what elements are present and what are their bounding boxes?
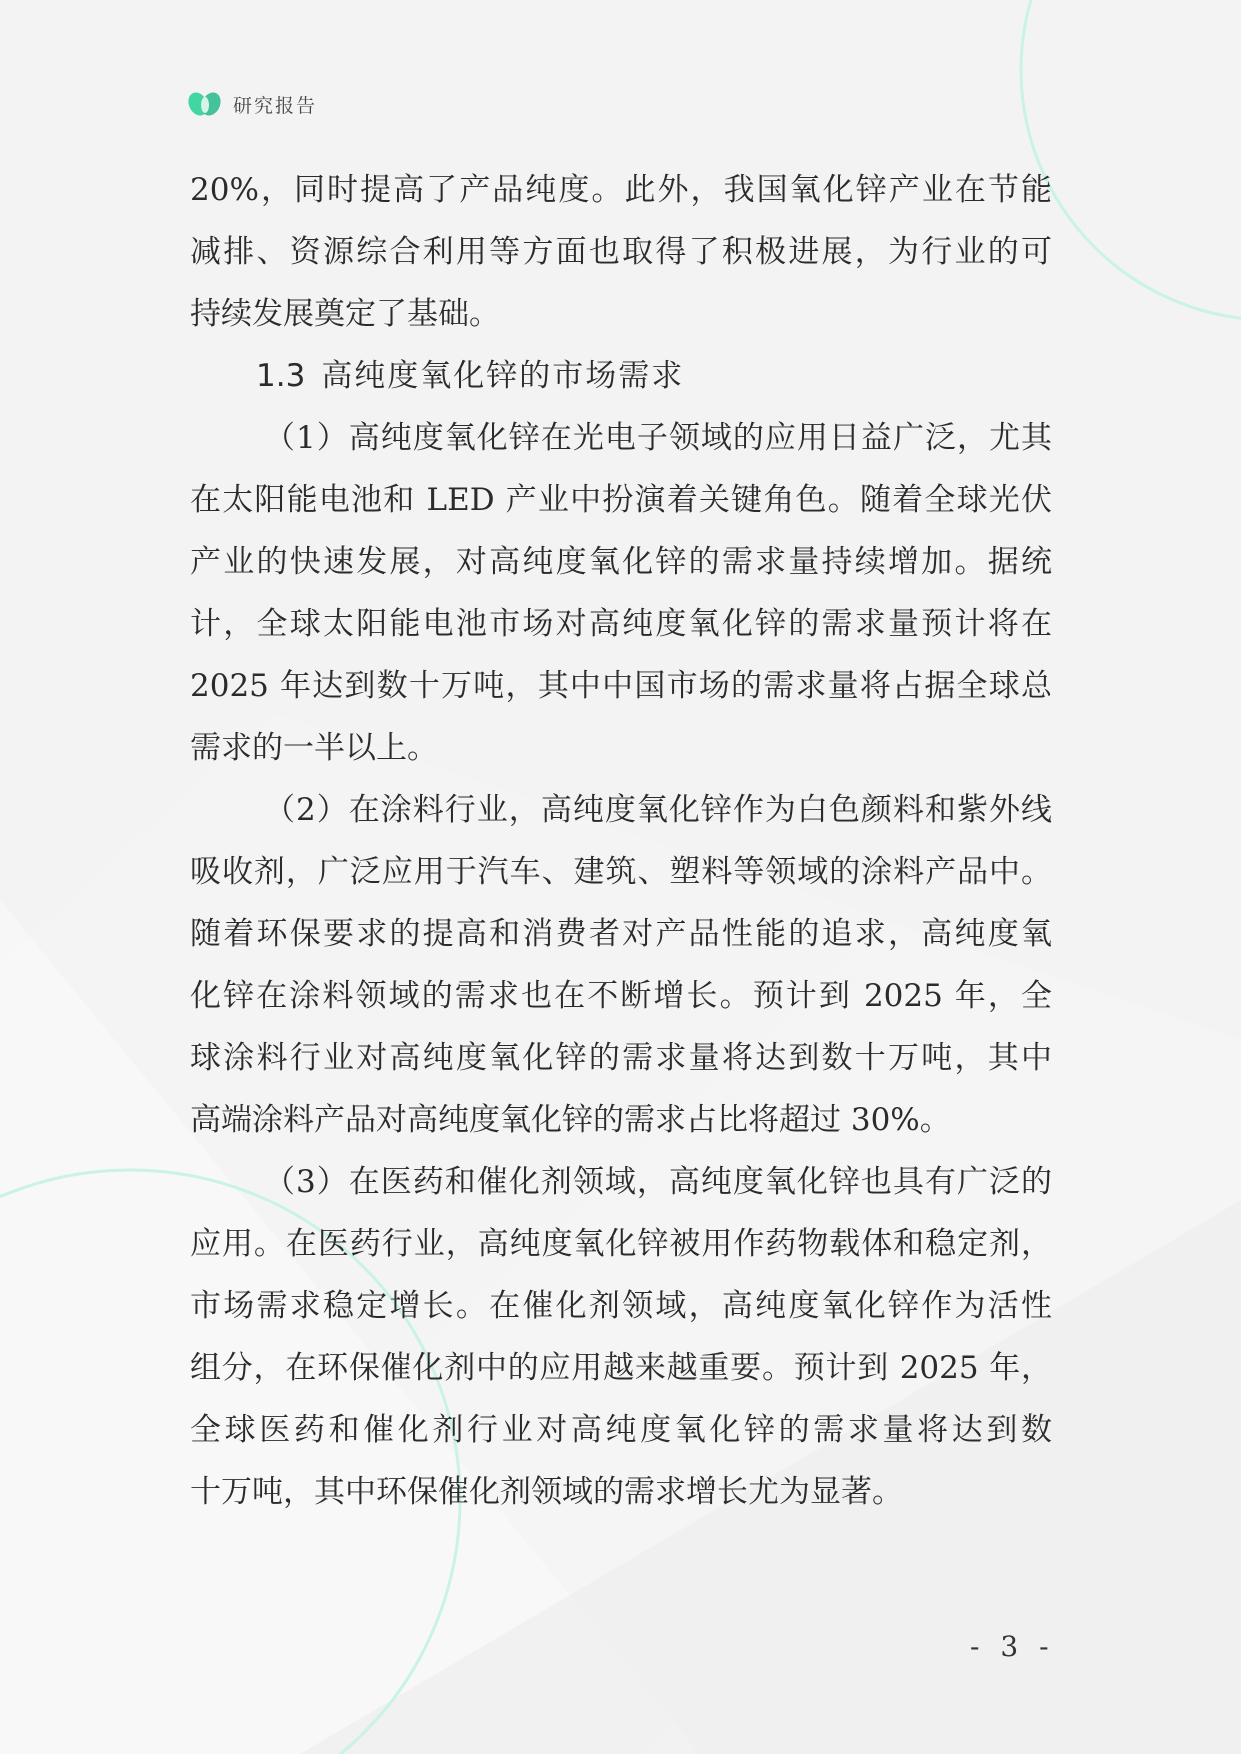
- text-line: 减排、资源综合利用等方面也取得了积极进展，为行业的可: [190, 234, 1052, 270]
- text-line: 全球医药和催化剂行业对高纯度氧化锌的需求量将达到数: [190, 1412, 1052, 1448]
- document-body: [190, 159, 1052, 1523]
- intro-paragraph: [190, 159, 1052, 345]
- text-line: 持续发展奠定了基础。: [190, 296, 500, 332]
- section-title: 高纯度氧化锌的市场需求: [321, 358, 685, 394]
- text-line: 需求的一半以上。: [190, 730, 438, 766]
- research-logo-icon: [187, 89, 223, 119]
- page-number: - 3 -: [970, 1630, 1055, 1663]
- text-line: 2025 年达到数十万吨，其中中国市场的需求量将占据全球总: [190, 668, 1052, 704]
- text-line: 组分，在环保催化剂中的应用越来越重要。预计到 2025 年，: [190, 1350, 1052, 1386]
- text-line: 20%，同时提高了产品纯度。此外，我国氧化锌产业在节能: [190, 172, 1052, 208]
- section-heading: [190, 345, 1052, 407]
- text-line: 高端涂料产品对高纯度氧化锌的需求占比将超过 30%。: [190, 1102, 951, 1138]
- text-line: （2）在涂料行业，高纯度氧化锌作为白色颜料和紫外线: [264, 792, 1052, 828]
- text-line: 计，全球太阳能电池市场对高纯度氧化锌的需求量预计将在: [190, 606, 1052, 642]
- text-line: （3）在医药和催化剂领域，高纯度氧化锌也具有广泛的: [264, 1164, 1052, 1200]
- header-label: 研究报告: [233, 94, 318, 117]
- paragraph-1: [190, 407, 1052, 779]
- text-line: 应用。在医药行业，高纯度氧化锌被用作药物载体和稳定剂，: [190, 1226, 1052, 1262]
- text-line: 十万吨，其中环保催化剂领域的需求增长尤为显著。: [190, 1474, 903, 1510]
- paragraph-3: [190, 1151, 1052, 1523]
- text-line: 化锌在涂料领域的需求也在不断增长。预计到 2025 年，全: [190, 978, 1052, 1014]
- text-line: 球涂料行业对高纯度氧化锌的需求量将达到数十万吨，其中: [190, 1040, 1052, 1076]
- text-line: 吸收剂，广泛应用于汽车、建筑、塑料等领域的涂料产品中。: [190, 854, 1052, 890]
- paragraph-2: [190, 779, 1052, 1151]
- text-line: 随着环保要求的提高和消费者对产品性能的追求，高纯度氧: [190, 916, 1052, 952]
- report-header: [187, 89, 317, 119]
- text-line: （1）高纯度氧化锌在光电子领域的应用日益广泛，尤其: [264, 420, 1052, 456]
- text-line: 市场需求稳定增长。在催化剂领域，高纯度氧化锌作为活性: [190, 1288, 1052, 1324]
- section-number: 1.3: [256, 358, 306, 394]
- text-line: 产业的快速发展，对高纯度氧化锌的需求量持续增加。据统: [190, 544, 1052, 580]
- text-line: 在太阳能电池和 LED 产业中扮演着关键角色。随着全球光伏: [190, 482, 1052, 518]
